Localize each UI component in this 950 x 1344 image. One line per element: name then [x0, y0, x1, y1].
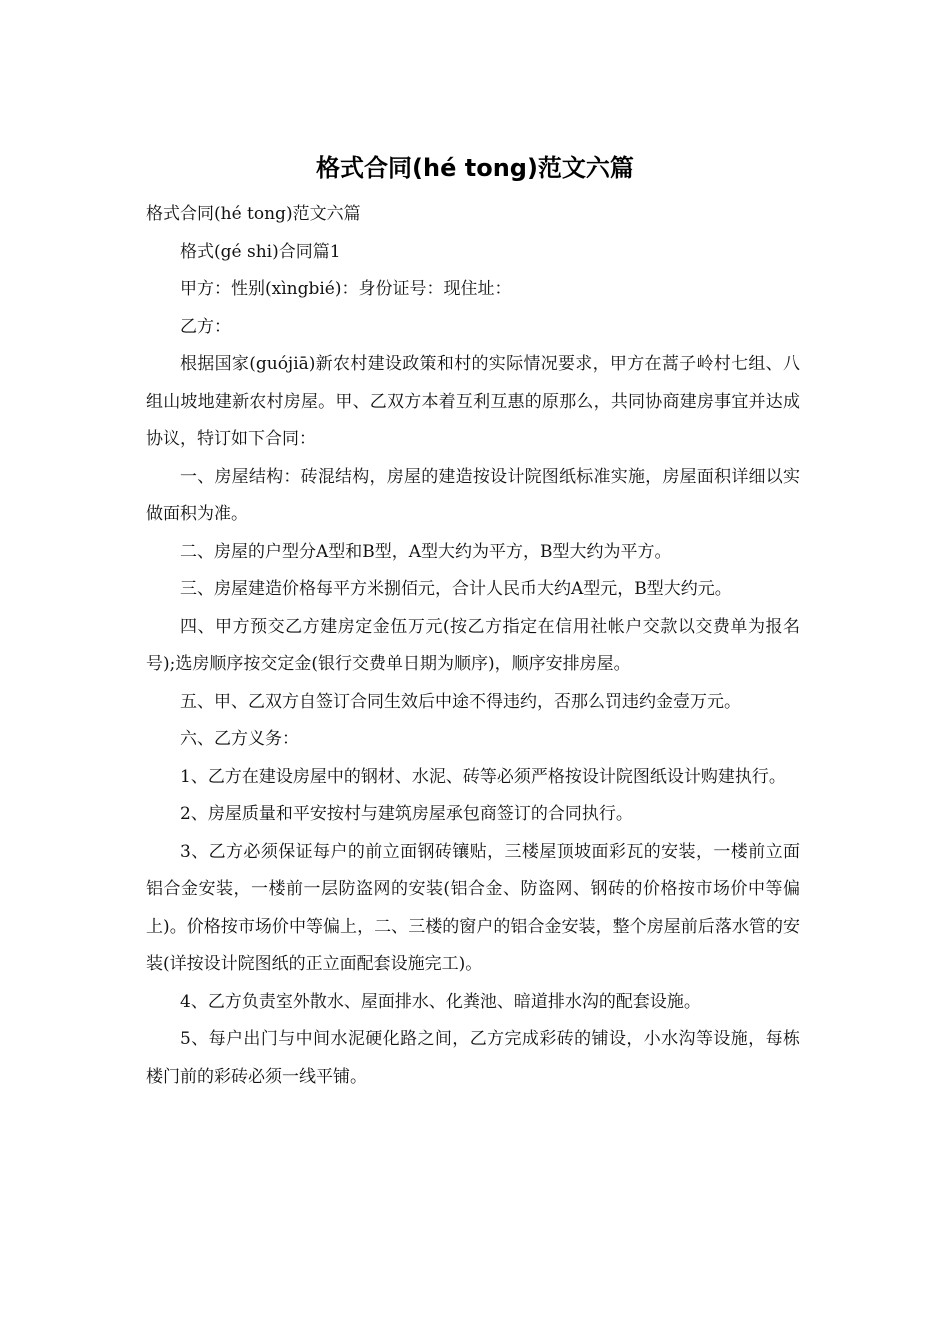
- paragraph: 五、甲、乙双方自签订合同生效后中途不得违约，否那么罚违约金壹万元。: [180, 691, 741, 712]
- paragraph: 一、房屋结构：砖混结构，房屋的建造按设计院图纸标准实施，房屋面积详细以实做面积为准。: [146, 466, 800, 524]
- paragraph: 格式合同(hé tong)范文六篇: [146, 204, 361, 224]
- paragraph: 根据国家(guójiā)新农村建设政策和村的实际情况要求，甲方在蒿子岭村七组、八组山坡地建新农村房屋。甲、乙双方本着互利互惠的原那么，共同协商建房事宜并达成协议，特订如下合同：: [146, 354, 800, 449]
- paragraph: 格式(gé shi)合同篇1: [180, 241, 341, 262]
- paragraph: 1、乙方在建设房屋中的钢材、水泥、砖等必须严格按设计院图纸设计购建执行。: [180, 766, 786, 787]
- paragraph: 六、乙方义务：: [180, 729, 299, 749]
- paragraph: 乙方：: [180, 316, 231, 337]
- paragraph: 4、乙方负责室外散水、屋面排水、化粪池、暗道排水沟的配套设施。: [180, 991, 701, 1012]
- paragraph: 三、房屋建造价格每平方米捌佰元，合计人民币大约A型元，B型大约元。: [180, 579, 732, 599]
- paragraph: 甲方：性别(xìngbié)：身份证号：现住址：: [180, 279, 512, 299]
- paragraph: 3、乙方必须保证每户的前立面钢砖镶贴，三楼屋顶坡面彩瓦的安装，一楼前立面铝合金安装，一楼前一层防盗网的安装(铝合金、防盗网、钢砖的价格按市场价中等偏上)。价格按市场价中等偏上，二、三楼的窗户的铝合金安装，整个房屋前后落水管的安装(详按设计院图纸的正立面配套设施完工)。: [146, 841, 800, 974]
- document-title: 格式合同(hé tong)范文六篇: [316, 154, 634, 182]
- paragraph: 5、每户出门与中间水泥硬化路之间，乙方完成彩砖的铺设，小水沟等设施，每栋楼门前的彩砖必须一线平铺。: [146, 1029, 800, 1087]
- paragraph: 二、房屋的户型分A型和B型，A型大约为平方，B型大约为平方。: [180, 541, 672, 562]
- paragraph: 四、甲方预交乙方建房定金伍万元(按乙方指定在信用社帐户交款以交费单为报名号);选房顺序按交定金(银行交费单日期为顺序)，顺序安排房屋。: [146, 616, 800, 674]
- paragraph: 2、房屋质量和平安按村与建筑房屋承包商签订的合同执行。: [180, 804, 633, 824]
- document-body: [146, 196, 800, 1096]
